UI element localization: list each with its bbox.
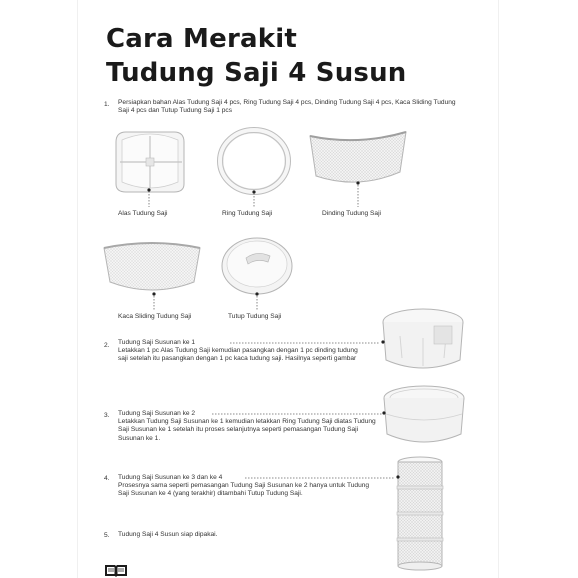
dinding-callout-line bbox=[357, 185, 359, 207]
step-2-text: Letakkan 1 pc Alas Tudung Saji kemudian pasangkan dengan 1 pc dinding tudung saji setelah itu pasangkan dengan 1 pc kaca tudung saji. Hasilnya seperti gambar bbox=[118, 347, 358, 363]
step-1-number: 1. bbox=[104, 101, 110, 108]
step-3-callout-line bbox=[212, 413, 384, 415]
tudung-saji-susunan-1-image bbox=[380, 306, 466, 376]
page-title bbox=[106, 22, 407, 90]
step-4-heading: Tudung Saji Susunan ke 3 dan ke 4 bbox=[118, 474, 223, 481]
open-book-icon bbox=[104, 563, 128, 577]
dinding-tudung-saji-image bbox=[308, 130, 408, 188]
dinding-caption: Dinding Tudung Saji bbox=[322, 210, 382, 217]
ring-tudung-saji-image bbox=[216, 128, 292, 194]
ring-caption: Ring Tudung Saji bbox=[222, 210, 273, 217]
title-line-2: Tudung Saji 4 Susun bbox=[106, 58, 407, 88]
title-line-1: Cara Merakit bbox=[106, 24, 297, 54]
kaca-callout-line bbox=[153, 296, 155, 310]
kaca-caption: Kaca Sliding Tudung Saji bbox=[118, 313, 192, 320]
step-2-number: 2. bbox=[104, 342, 110, 349]
step-3-heading: Tudung Saji Susunan ke 2 bbox=[118, 410, 196, 417]
step-2-callout-line bbox=[230, 342, 380, 344]
tutup-callout-line bbox=[256, 296, 258, 310]
step-4-callout-line bbox=[245, 477, 395, 479]
tudung-saji-susunan-2-image bbox=[382, 384, 466, 450]
tutup-tudung-saji-image bbox=[220, 236, 294, 296]
ring-callout-line bbox=[253, 193, 255, 207]
tudung-saji-4-susun-image bbox=[394, 456, 446, 572]
step-4-number: 4. bbox=[104, 475, 110, 482]
kaca-sliding-tudung-saji-image bbox=[102, 240, 202, 296]
alas-caption: Alas Tudung Saji bbox=[118, 210, 168, 217]
alas-callout-line bbox=[148, 191, 150, 207]
step-2-heading: Tudung Saji Susunan ke 1 bbox=[118, 339, 196, 346]
step-4-text: Prosesnya sama seperti pemasangan Tudung Saji Susunan ke 2 hanya untuk Tudung Saji Susunan ke 4 (yang terakhir) ditambahi Tutup Tudung Saji. bbox=[118, 482, 370, 498]
step-5-number: 5. bbox=[104, 532, 110, 539]
tutup-caption: Tutup Tudung Saji bbox=[228, 313, 282, 320]
step-3-number: 3. bbox=[104, 412, 110, 419]
step-1-text: Persiapkan bahan Alas Tudung Saji 4 pcs, Ring Tudung Saji 4 pcs, Dinding Tudung Saji 4 pcs, Kaca Sliding Tudung Saji 4 pcs dan Tutup Tudung Saji 1 pcs bbox=[118, 99, 456, 115]
step-5-text: Tudung Saji 4 Susun siap dipakai. bbox=[118, 531, 218, 538]
alas-tudung-saji-image bbox=[112, 130, 188, 194]
step-3-text: Letakkan Tudung Saji Susunan ke 1 kemudian letakkan Ring Tudung Saji diatas Tudung Saji Susunan ke 1 setelah itu proses selanjutnya seperti pemasangan Tudung Saji Susunan ke 1. bbox=[118, 418, 376, 442]
